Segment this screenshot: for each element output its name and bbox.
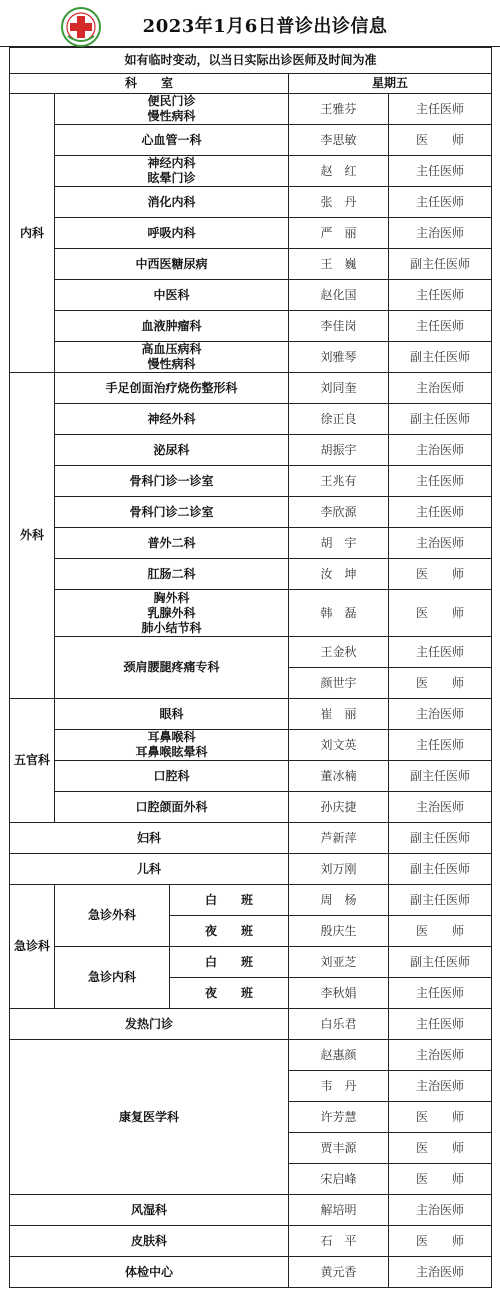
- doctor-name-cell: 黄元香: [289, 1257, 389, 1288]
- doctor-name-cell: 崔 丽: [289, 699, 389, 730]
- department-cell: [55, 699, 289, 730]
- department-cell: 儿科: [10, 854, 289, 885]
- table-row: [10, 187, 492, 218]
- dept-line: 血液肿瘤科: [141, 318, 202, 333]
- doctor-title-cell: 主任医师: [389, 730, 492, 761]
- doctor-name-cell: 刘雅琴: [289, 342, 389, 373]
- department-cell: 风湿科: [10, 1195, 289, 1226]
- table-row: [10, 1009, 492, 1040]
- table-row: [10, 1257, 492, 1288]
- dept-line: 泌尿科: [153, 442, 190, 457]
- table-row: [10, 435, 492, 466]
- department-cell: [55, 187, 289, 218]
- column-header-day: 星期五: [289, 74, 492, 94]
- table-row: [10, 823, 492, 854]
- table-row: [10, 792, 492, 823]
- doctor-name-cell: 赵化国: [289, 280, 389, 311]
- dept-line: 骨科门诊二诊室: [129, 504, 214, 519]
- dept-line: 便民门诊: [147, 94, 196, 108]
- doctor-name-cell: 孙庆捷: [289, 792, 389, 823]
- department-cell: [55, 730, 289, 761]
- department-cell: 康复医学科: [10, 1040, 289, 1195]
- doctor-name-cell: 白乐君: [289, 1009, 389, 1040]
- column-header-department: 科 室: [10, 74, 289, 94]
- doctor-title-cell: 主任医师: [389, 311, 492, 342]
- doctor-name-cell: 颜世宇: [289, 668, 389, 699]
- doctor-name-cell: 王兆有: [289, 466, 389, 497]
- dept-line: 神经外科: [147, 411, 196, 426]
- page-header: [0, 0, 500, 47]
- department-cell: [55, 559, 289, 590]
- dept-line: 心血管一科: [141, 132, 202, 147]
- table-row: [10, 373, 492, 404]
- category-cell: 急诊科: [10, 885, 55, 1009]
- table-row: [10, 528, 492, 559]
- doctor-name-cell: 王金秋: [289, 637, 389, 668]
- dept-line: 耳鼻喉眩晕科: [135, 745, 208, 759]
- department-cell: [55, 528, 289, 559]
- dept-line: 呼吸内科: [147, 225, 196, 240]
- table-row: [10, 1040, 492, 1071]
- doctor-title-cell: 医 师: [389, 1226, 492, 1257]
- doctor-title-cell: 副主任医师: [389, 761, 492, 792]
- dept-line: 手足创面治疗烧伤整形科: [105, 380, 238, 395]
- doctor-title-cell: 副主任医师: [389, 823, 492, 854]
- doctor-name-cell: 胡振宇: [289, 435, 389, 466]
- category-cell: 外科: [10, 373, 55, 699]
- doctor-title-cell: 主任医师: [389, 637, 492, 668]
- doctor-title-cell: 医 师: [389, 1133, 492, 1164]
- dept-line: 普外二科: [147, 535, 196, 550]
- department-cell: [55, 125, 289, 156]
- doctor-name-cell: 赵惠颜: [289, 1040, 389, 1071]
- doctor-name-cell: 贾丰源: [289, 1133, 389, 1164]
- doctor-title-cell: 主任医师: [389, 187, 492, 218]
- doctor-title-cell: 医 师: [389, 668, 492, 699]
- doctor-title-cell: 副主任医师: [389, 947, 492, 978]
- shift-cell: 白 班: [170, 885, 289, 916]
- doctor-title-cell: 副主任医师: [389, 885, 492, 916]
- doctor-title-cell: 主任医师: [389, 1009, 492, 1040]
- table-row: [10, 854, 492, 885]
- table-row: [10, 404, 492, 435]
- dept-line: 中医科: [153, 287, 190, 302]
- doctor-name-cell: 董冰楠: [289, 761, 389, 792]
- table-row: [10, 761, 492, 792]
- doctor-name-cell: 严 丽: [289, 218, 389, 249]
- doctor-name-cell: 石 平: [289, 1226, 389, 1257]
- department-cell: [55, 280, 289, 311]
- table-row: [10, 497, 492, 528]
- notice-text: 如有临时变动，以当日实际出诊医师及时间为准: [10, 48, 492, 74]
- doctor-name-cell: 汝 坤: [289, 559, 389, 590]
- category-cell: 内科: [10, 94, 55, 373]
- table-row: [10, 249, 492, 280]
- doctor-title-cell: 主任医师: [389, 280, 492, 311]
- table-row: [10, 466, 492, 497]
- table-row: [10, 1195, 492, 1226]
- doctor-title-cell: 医 师: [389, 1164, 492, 1195]
- department-cell: 妇科: [10, 823, 289, 854]
- doctor-name-cell: 胡 宇: [289, 528, 389, 559]
- table-row: [10, 125, 492, 156]
- doctor-name-cell: 殷庆生: [289, 916, 389, 947]
- page-title: 2023年1月6日普诊出诊信息: [142, 16, 388, 37]
- doctor-title-cell: 副主任医师: [389, 404, 492, 435]
- department-cell: 急诊内科: [55, 947, 170, 1009]
- table-row: [10, 94, 492, 125]
- department-cell: 体检中心: [10, 1257, 289, 1288]
- doctor-title-cell: 主治医师: [389, 699, 492, 730]
- doctor-name-cell: 王雅芬: [289, 94, 389, 125]
- dept-line: 慢性病科: [147, 109, 196, 123]
- dept-line: 高血压病科: [141, 342, 202, 356]
- doctor-title-cell: 主治医师: [389, 218, 492, 249]
- doctor-title-cell: 主治医师: [389, 1257, 492, 1288]
- department-cell: [55, 94, 289, 125]
- doctor-title-cell: 副主任医师: [389, 249, 492, 280]
- doctor-title-cell: 主任医师: [389, 94, 492, 125]
- table-row: [10, 947, 492, 978]
- table-row: [10, 1226, 492, 1257]
- dept-line: 眼科: [159, 706, 184, 721]
- doctor-name-cell: 芦新萍: [289, 823, 389, 854]
- shift-cell: 白 班: [170, 947, 289, 978]
- doctor-title-cell: 主治医师: [389, 1040, 492, 1071]
- doctor-title-cell: 副主任医师: [389, 342, 492, 373]
- doctor-name-cell: 解培明: [289, 1195, 389, 1226]
- department-cell: 急诊外科: [55, 885, 170, 947]
- doctor-title-cell: 主治医师: [389, 373, 492, 404]
- dept-line: 胸外科: [153, 590, 190, 605]
- department-cell: [55, 249, 289, 280]
- department-cell: [55, 373, 289, 404]
- department-cell: [55, 218, 289, 249]
- table-row: [10, 280, 492, 311]
- table-row: [10, 699, 492, 730]
- table-row: [10, 311, 492, 342]
- department-cell: [55, 497, 289, 528]
- dept-line: 口腔科: [153, 768, 190, 783]
- doctor-title-cell: 主任医师: [389, 497, 492, 528]
- dept-line: 中西医糖尿病: [135, 256, 208, 271]
- doctor-name-cell: 韦 丹: [289, 1071, 389, 1102]
- doctor-name-cell: 刘亚芝: [289, 947, 389, 978]
- doctor-title-cell: 医 师: [389, 125, 492, 156]
- dept-line: 肛肠二科: [147, 566, 196, 581]
- dept-line: 眩晕门诊: [147, 171, 196, 185]
- doctor-title-cell: 主治医师: [389, 528, 492, 559]
- table-row: [10, 218, 492, 249]
- doctor-name-cell: 宋启峰: [289, 1164, 389, 1195]
- doctor-name-cell: 李欣源: [289, 497, 389, 528]
- doctor-title-cell: 主任医师: [389, 156, 492, 187]
- dept-line: 乳腺外科: [147, 605, 196, 620]
- doctor-name-cell: 刘万刚: [289, 854, 389, 885]
- doctor-title-cell: 主治医师: [389, 792, 492, 823]
- doctor-title-cell: 主任医师: [389, 466, 492, 497]
- table-row: [10, 342, 492, 373]
- doctor-name-cell: 许芳慧: [289, 1102, 389, 1133]
- doctor-name-cell: 王 巍: [289, 249, 389, 280]
- doctor-name-cell: 韩 磊: [289, 590, 389, 637]
- department-cell: [55, 404, 289, 435]
- department-cell: [55, 156, 289, 187]
- doctor-title-cell: 医 师: [389, 1102, 492, 1133]
- doctor-name-cell: 李思敏: [289, 125, 389, 156]
- doctor-name-cell: 刘同奎: [289, 373, 389, 404]
- doctor-name-cell: 张 丹: [289, 187, 389, 218]
- doctor-name-cell: 李秋娟: [289, 978, 389, 1009]
- doctor-title-cell: 医 师: [389, 559, 492, 590]
- department-cell: [55, 342, 289, 373]
- dept-line: 口腔颌面外科: [135, 799, 208, 814]
- doctor-title-cell: 医 师: [389, 916, 492, 947]
- table-row: [10, 637, 492, 668]
- dept-line: 骨科门诊一诊室: [129, 473, 214, 488]
- doctor-title-cell: 副主任医师: [389, 854, 492, 885]
- table-row: [10, 885, 492, 916]
- table-row: [10, 730, 492, 761]
- dept-line: 神经内科: [147, 156, 196, 170]
- table-row: [10, 559, 492, 590]
- dept-line: 慢性病科: [147, 357, 196, 371]
- department-cell: [55, 311, 289, 342]
- doctor-name-cell: 徐正良: [289, 404, 389, 435]
- doctor-name-cell: 赵 红: [289, 156, 389, 187]
- doctor-title-cell: 主治医师: [389, 435, 492, 466]
- dept-line: 消化内科: [147, 194, 196, 209]
- doctor-title-cell: 医 师: [389, 590, 492, 637]
- doctor-title-cell: 主治医师: [389, 1071, 492, 1102]
- shift-cell: 夜 班: [170, 916, 289, 947]
- doctor-name-cell: 周 杨: [289, 885, 389, 916]
- table-row: [10, 590, 492, 637]
- department-cell: [55, 637, 289, 699]
- doctor-title-cell: 主治医师: [389, 1195, 492, 1226]
- department-cell: [55, 466, 289, 497]
- doctor-name-cell: 李佳岗: [289, 311, 389, 342]
- department-cell: [55, 761, 289, 792]
- department-cell: 发热门诊: [10, 1009, 289, 1040]
- department-cell: 皮肤科: [10, 1226, 289, 1257]
- dept-line: 肺小结节科: [141, 620, 202, 635]
- doctor-title-cell: 主任医师: [389, 978, 492, 1009]
- doctor-name-cell: 刘文英: [289, 730, 389, 761]
- department-cell: [55, 435, 289, 466]
- schedule-table: [9, 47, 492, 1288]
- department-cell: [55, 590, 289, 637]
- category-cell: 五官科: [10, 699, 55, 823]
- department-cell: [55, 792, 289, 823]
- dept-line: 颈肩腰腿疼痛专科: [123, 660, 220, 674]
- table-row: [10, 156, 492, 187]
- dept-line: 耳鼻喉科: [147, 730, 196, 744]
- shift-cell: 夜 班: [170, 978, 289, 1009]
